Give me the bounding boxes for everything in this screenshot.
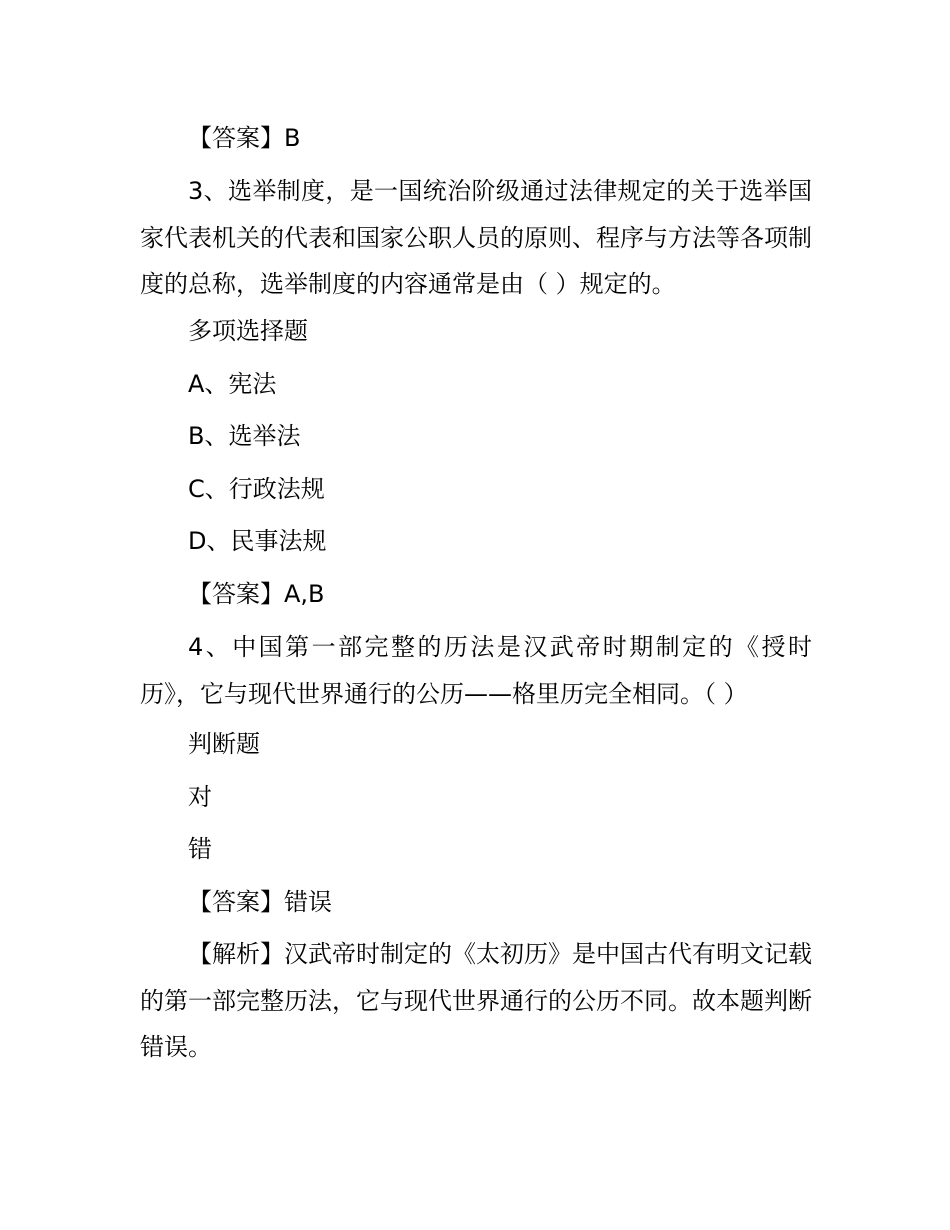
answer-q3: 【答案】A,B bbox=[188, 580, 325, 608]
answer-q4: 【答案】错误 bbox=[188, 888, 332, 916]
question-4-option-false: 错 bbox=[188, 835, 212, 863]
question-4-type: 判断题 bbox=[188, 730, 260, 758]
question-3-type: 多项选择题 bbox=[188, 317, 308, 345]
question-3-option-d: D、民事法规 bbox=[188, 527, 327, 555]
question-4-option-true: 对 bbox=[188, 783, 212, 811]
question-4-stem: 4、中国第一部完整的历法是汉武帝时期制定的《授时历》，它与现代世界通行的公历——格里历完全相同。（ ） bbox=[140, 633, 812, 708]
question-3-stem: 3、选举制度，是一国统治阶级通过法律规定的关于选举国家代表机关的代表和国家公职人员的原则、程序与方法等各项制度的总称，选举制度的内容通常是由（ ）规定的。 bbox=[140, 177, 812, 298]
question-3-option-c: C、行政法规 bbox=[188, 475, 325, 503]
question-4-analysis: 【解析】汉武帝时制定的《太初历》是中国古代有明文记载的第一部完整历法，它与现代世界通行的公历不同。故本题判断错误。 bbox=[140, 940, 812, 1061]
answer-q2: 【答案】B bbox=[188, 124, 301, 152]
question-3-option-a: A、宪法 bbox=[188, 370, 277, 398]
question-3-option-b: B、选举法 bbox=[188, 422, 301, 450]
